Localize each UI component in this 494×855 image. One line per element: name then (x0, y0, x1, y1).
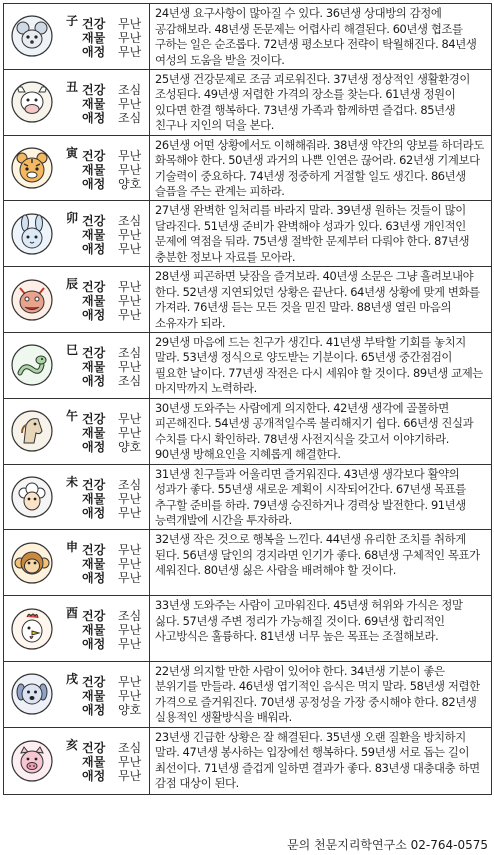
rat-icon (10, 14, 54, 58)
value-wealth: 무난 (118, 359, 142, 374)
label-love: 애정 (82, 176, 106, 191)
value-health: 무난 (118, 543, 142, 558)
label-love: 애정 (82, 45, 106, 59)
zodiac-character: 午 (66, 408, 79, 423)
fortune-row-sheep (4, 465, 491, 531)
fortune-row-rat (4, 4, 491, 70)
fortune-row-dog (4, 662, 491, 728)
zodiac-character: 申 (66, 540, 79, 555)
value-health: 조심 (118, 609, 142, 624)
value-health: 조심 (118, 82, 142, 97)
value-health: 무난 (118, 411, 142, 426)
horse-icon (10, 409, 54, 453)
sign-cell (4, 201, 150, 266)
fortune-text: 27년생 완벽한 일처리를 바라지 말라. 39년생 원하는 것들이 많이 달라진다. 51년생 준비가 완벽해야 성과가 있다. 63년생 개인적인 문제에 역점을 둬라. 75년생 절박한 문제부터 다뤄야 한다. 87년생 충분한 정보나 자료를 모아라. (155, 203, 470, 264)
value-wealth: 무난 (118, 228, 142, 243)
label-wealth: 재물 (82, 96, 106, 111)
value-love: 무난 (118, 768, 142, 783)
fortune-text: 32년생 작은 것으로 행복을 느낀다. 44년생 유리한 조치를 취하게 된다. 56년생 달인의 경지라면 인기가 좋다. 68년생 구체적인 목표가 세워진다. 80년생 싫은 사람을 배려해야 할 것이다. (155, 532, 480, 578)
sheep-icon (10, 475, 54, 519)
value-health: 무난 (118, 280, 142, 295)
fortune-text: 28년생 피곤하면 낮잠을 즐겨보라. 40년생 소문은 그냥 흘려보내야 한다. 52년생 지연되었던 상황은 끝난다. 64년생 상황에 맞게 변화를 가져라. 76년생 듣는 모든 것을 믿진 말라. 88년생 열린 마음의 소유자가 되라. (155, 269, 480, 330)
value-wealth: 무난 (118, 623, 142, 638)
label-love: 애정 (82, 308, 106, 323)
value-wealth: 무난 (118, 688, 142, 703)
sign-cell (4, 530, 150, 595)
sign-cell (4, 465, 150, 530)
label-wealth: 재물 (82, 359, 106, 374)
label-wealth: 재물 (82, 688, 106, 703)
value-love: 양호 (118, 702, 142, 717)
rooster-icon (10, 607, 54, 651)
label-health: 건강 (82, 280, 106, 295)
label-wealth: 재물 (82, 425, 106, 440)
value-wealth: 무난 (118, 425, 142, 440)
fortune-row-monkey (4, 530, 491, 596)
label-wealth: 재물 (82, 228, 106, 243)
fortune-row-pig (4, 728, 491, 794)
fortune-text: 29년생 마음에 드는 친구가 생긴다. 41년생 부탁할 기회를 놓치지 말라. 53년생 정식으로 양도받는 기분이다. 65년생 중간점검이 필요한 날이다. 77년생 작전은 다시 세워야 할 것이다. 89년생 교제는 마지막까지 노력하라. (155, 334, 483, 396)
label-health: 건강 (82, 477, 106, 492)
label-health: 건강 (82, 609, 106, 624)
rabbit-icon (10, 212, 54, 256)
value-wealth: 무난 (118, 31, 142, 45)
zodiac-character: 辰 (66, 277, 79, 292)
fortune-text: 23년생 긴급한 상황은 잘 해결된다. 35년생 오랜 질환을 방치하지 말라. 47년생 봉사하는 입장에선 행복하다. 59년생 서로 돕는 길이 최선이다. 71년생 즐겁게 일하면 결과가 좋다. 83년생 대충대충 하면 감점 대상이 된다. (155, 729, 480, 791)
fortune-text: 33년생 도와주는 사람이 고마워진다. 45년생 허위와 가식은 정말 싫다. 57년생 주변 정리가 가능해질 것이다. 69년생 합리적인 사고방식은 훌륭하다. 81년생 너무 높은 목표는 조절해보라. (155, 598, 463, 644)
zodiac-character: 寅 (66, 145, 79, 160)
contact-footer: 문의 천문지리학연구소 02-764-0575 (287, 838, 488, 852)
value-health: 조심 (118, 740, 142, 755)
pig-icon (10, 739, 54, 783)
value-wealth: 무난 (118, 96, 142, 111)
fortune-text: 30년생 도와주는 사람에게 의지한다. 42년생 생각에 골몰하면 피곤해진다. 54년생 공개적일수록 불리해지기 쉽다. 66년생 진실과 수치를 다시 확인하라. 78년생 사전지식을 갖고서 이야기하라. 90년생 방해요인을 지혜롭게 해결한다. (155, 400, 474, 462)
sign-cell (4, 728, 150, 794)
zodiac-character: 丑 (66, 79, 79, 94)
zodiac-character: 戌 (66, 671, 79, 686)
sign-cell (4, 596, 150, 661)
value-health: 조심 (118, 477, 142, 492)
label-love: 애정 (82, 505, 106, 520)
value-wealth: 무난 (118, 491, 142, 506)
label-health: 건강 (82, 345, 106, 360)
sign-cell (4, 333, 150, 398)
value-wealth: 무난 (118, 754, 142, 769)
label-health: 건강 (82, 82, 106, 97)
label-wealth: 재물 (82, 491, 106, 506)
fortune-text: 22년생 의지할 만한 사람이 있어야 한다. 34년생 기분이 좋은 분위기를 만들라. 46년생 엽기적인 음식은 먹지 말라. 58년생 저렴한 가격으로 즐거워진다. 70년생 공정성을 가장 중시해야 한다. 82년생 실용적인 생활방식을 배워라. (155, 663, 480, 725)
fortune-row-rabbit (4, 201, 491, 267)
zodiac-character: 卯 (66, 211, 79, 226)
value-love: 무난 (118, 45, 142, 59)
value-wealth: 무난 (118, 294, 142, 309)
fortune-row-ox (4, 70, 491, 136)
fortune-row-dragon (4, 267, 491, 333)
label-love: 애정 (82, 768, 106, 783)
label-love: 애정 (82, 571, 106, 586)
label-health: 건강 (82, 17, 106, 31)
snake-icon (10, 343, 54, 387)
value-love: 무난 (118, 571, 142, 586)
value-love: 양호 (118, 176, 142, 191)
label-love: 애정 (82, 242, 106, 257)
label-health: 건강 (82, 411, 106, 426)
label-health: 건강 (82, 740, 106, 755)
value-health: 무난 (118, 17, 142, 31)
value-wealth: 무난 (118, 557, 142, 572)
zodiac-character: 酉 (66, 606, 79, 621)
value-health: 무난 (118, 148, 142, 163)
fortune-text: 25년생 건강문제로 조금 괴로워진다. 37년생 정상적인 생활환경이 조성된다. 49년생 저렴한 가격의 장소를 찾는다. 61년생 정원이 있다면 한결 행복하다. 73년생 가족과 함께하면 즐겁다. 85년생 친구나 지인의 덕을 본다. (155, 71, 471, 133)
label-wealth: 재물 (82, 623, 106, 638)
value-love: 무난 (118, 242, 142, 257)
fortune-text: 24년생 요구사항이 많아질 수 있다. 36년생 상대방의 감정에 공감해보라. 48년생 돈문제는 어렵사리 해결된다. 60년생 협조를 구하는 일은 순조롭다. 72년생 평소보다 전략이 탁월해진다. 84년생 여성의 도움을 받을 것이다. (155, 6, 477, 67)
tiger-icon (10, 146, 54, 190)
sign-cell (4, 267, 150, 332)
fortune-row-tiger (4, 136, 491, 202)
label-wealth: 재물 (82, 31, 106, 45)
value-wealth: 무난 (118, 162, 142, 177)
value-love: 무난 (118, 505, 142, 520)
label-wealth: 재물 (82, 162, 106, 177)
value-health: 무난 (118, 674, 142, 689)
zodiac-character: 巳 (66, 342, 79, 357)
label-love: 애정 (82, 637, 106, 652)
label-wealth: 재물 (82, 294, 106, 309)
monkey-icon (10, 541, 54, 585)
label-health: 건강 (82, 674, 106, 689)
fortune-row-rooster (4, 596, 491, 662)
sign-cell (4, 70, 150, 135)
sign-cell (4, 662, 150, 727)
fortune-table (3, 3, 492, 795)
dragon-icon (10, 278, 54, 322)
fortune-row-horse (4, 399, 491, 465)
value-health: 조심 (118, 214, 142, 229)
label-health: 건강 (82, 543, 106, 558)
sign-cell (4, 136, 150, 201)
label-love: 애정 (82, 439, 106, 454)
label-wealth: 재물 (82, 557, 106, 572)
value-health: 조심 (118, 345, 142, 360)
dog-icon (10, 672, 54, 716)
zodiac-character: 未 (66, 474, 79, 489)
label-love: 애정 (82, 110, 106, 125)
fortune-text: 31년생 친구들과 어울리면 즐거워진다. 43년생 생각보다 활약의 성과가 좋다. 55년생 새로운 계획이 시작되어간다. 67년생 목표를 추구할 준비를 하라. 79년생 승진하거나 경력상 발전한다. 91년생 능력개발에 시간을 투자하라. (155, 466, 466, 528)
value-love: 조심 (118, 110, 142, 125)
sign-cell (4, 399, 150, 464)
zodiac-character: 亥 (66, 737, 79, 752)
ox-icon (10, 80, 54, 124)
label-health: 건강 (82, 214, 106, 229)
label-love: 애정 (82, 373, 106, 388)
value-love: 무난 (118, 308, 142, 323)
label-wealth: 재물 (82, 754, 106, 769)
value-love: 무난 (118, 637, 142, 652)
value-love: 양호 (118, 439, 142, 454)
label-love: 애정 (82, 702, 106, 717)
fortune-text: 26년생 어떤 상황에서도 이해해줘라. 38년생 약간의 양보를 하더라도 화목해야 한다. 50년생 과거의 나쁜 인연은 끊어라. 62년생 기계보다 기술력이 중요하다. 74년생 정중하게 거절할 일도 생긴다. 86년생 슬픔을 주는 관계는 피하라. (155, 137, 484, 199)
sign-cell (4, 4, 150, 69)
value-love: 조심 (118, 373, 142, 388)
label-health: 건강 (82, 148, 106, 163)
fortune-row-snake (4, 333, 491, 399)
zodiac-character: 子 (66, 14, 79, 28)
